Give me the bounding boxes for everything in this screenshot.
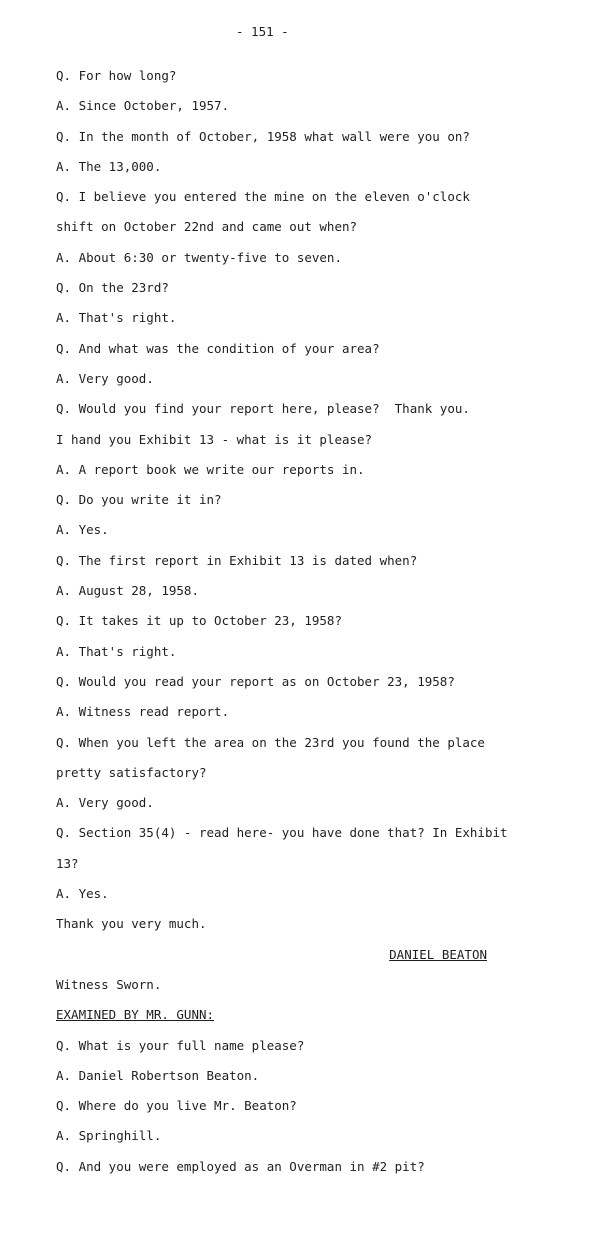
transcript-line: Q. And what was the condition of your area? <box>56 340 380 356</box>
transcript-line: Q. Do you write it in? <box>56 492 222 508</box>
transcript-line: I hand you Exhibit 13 - what is it please? <box>56 431 373 447</box>
transcript-line: A. The 13,000. <box>56 158 162 174</box>
examined-by-label: EXAMINED BY MR. GUNN: <box>56 1007 215 1023</box>
transcript-line: Witness Sworn. <box>56 976 162 992</box>
transcript-line: Q. The first report in Exhibit 13 is dated when? <box>56 552 418 568</box>
transcript-line: A. Witness read report. <box>56 704 230 720</box>
transcript-line: Q. Would you read your report as on October 23, 1958? <box>56 673 455 689</box>
transcript-line: A. Very good. <box>56 370 154 386</box>
transcript-line: Thank you very much. <box>56 916 207 932</box>
transcript-line: A. About 6:30 or twenty-five to seven. <box>56 249 342 265</box>
transcript-line: A. Yes. <box>56 522 109 538</box>
transcript-body <box>56 66 520 1187</box>
transcript-line: Q. I believe you entered the mine on the eleven o'clock <box>56 189 470 205</box>
witness-name-heading <box>56 945 520 975</box>
transcript-line: Q. For how long? <box>56 68 177 83</box>
transcript-line: A. August 28, 1958. <box>56 583 199 599</box>
witness-name: DANIEL BEATON <box>389 946 487 962</box>
transcript-line: A. Very good. <box>56 795 154 811</box>
transcript-line: A. That's right. <box>56 643 177 659</box>
transcript-line: Q. What is your full name please? <box>56 1037 305 1053</box>
transcript-line: Q. Would you find your report here, please? Thank you. <box>56 401 470 417</box>
transcript-line: Q. And you were employed as an Overman in #2 pit? <box>56 1158 425 1174</box>
transcript-line: Q. Where do you live Mr. Beaton? <box>56 1098 297 1114</box>
examination-heading <box>56 1005 520 1035</box>
transcript-line: A. Springhill. <box>56 1128 162 1144</box>
transcript-line: Q. In the month of October, 1958 what wall were you on? <box>56 128 470 144</box>
transcript-line: Q. Section 35(4) - read here- you have done that? In Exhibit <box>56 825 508 841</box>
transcript-line: Q. On the 23rd? <box>56 280 169 296</box>
transcript-line: 13? <box>56 855 79 871</box>
transcript-line: Q. It takes it up to October 23, 1958? <box>56 613 342 629</box>
transcript-line: pretty satisfactory? <box>56 764 207 780</box>
transcript-line: A. Daniel Robertson Beaton. <box>56 1067 260 1083</box>
transcript-line: shift on October 22nd and came out when? <box>56 219 358 235</box>
transcript-line: Q. When you left the area on the 23rd you found the place <box>56 734 485 750</box>
transcript-line: A. Since October, 1957. <box>56 98 230 114</box>
transcript-line: A. That's right. <box>56 310 177 326</box>
transcript-line: A. Yes. <box>56 886 109 902</box>
transcript-line: A. A report book we write our reports in. <box>56 461 365 477</box>
page-number: - 151 - <box>236 24 289 39</box>
